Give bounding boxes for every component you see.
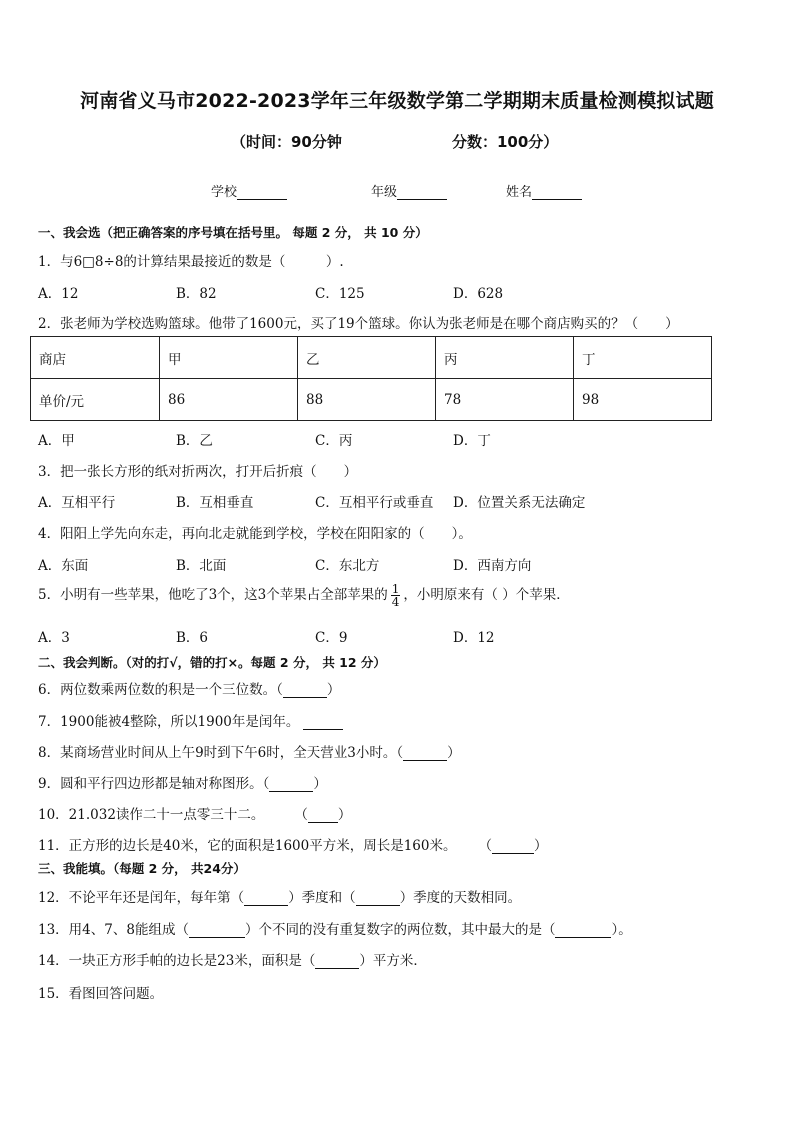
q13-text-b: ）个不同的没有重复数字的两位数，其中最大的是（ bbox=[244, 922, 556, 938]
question-8 bbox=[38, 741, 461, 761]
question-1: 1．与6□8÷8的计算结果最接近的数是（ ）. bbox=[38, 254, 344, 270]
table-cell: 乙 bbox=[298, 337, 436, 379]
answer-blank[interactable] bbox=[315, 956, 359, 969]
q3-option-c: C．互相平行或垂直 bbox=[315, 495, 434, 511]
table-cell: 88 bbox=[298, 379, 436, 421]
grade-blank[interactable] bbox=[397, 186, 447, 200]
question-11 bbox=[38, 834, 547, 854]
q3-option-a: A．互相平行 bbox=[38, 495, 116, 511]
q9-text: 9．圆和平行四边形都是轴对称图形。（ bbox=[38, 776, 270, 792]
q2-option-b: B．乙 bbox=[176, 433, 213, 449]
q13-text-a: 13．用4、7、8能组成（ bbox=[38, 922, 189, 938]
q1-option-d: D．628 bbox=[453, 286, 504, 302]
q1-option-a: A．12 bbox=[38, 286, 79, 302]
answer-blank[interactable] bbox=[555, 925, 611, 938]
q4-option-b: B．北面 bbox=[176, 558, 227, 574]
table-cell: 丙 bbox=[436, 337, 574, 379]
question-6 bbox=[38, 678, 340, 698]
q10-close: ） bbox=[337, 807, 352, 823]
section1-heading: 一、我会选（把正确答案的序号填在括号里。 每题 2 分， 共 10 分） bbox=[38, 225, 428, 240]
q13-text-c: ）。 bbox=[611, 922, 632, 938]
answer-blank[interactable] bbox=[308, 810, 338, 823]
answer-blank[interactable] bbox=[189, 925, 245, 938]
q14-text-a: 14．一块正方形手帕的边长是23米，面积是（ bbox=[38, 953, 316, 969]
q2-option-a: A．甲 bbox=[38, 433, 75, 449]
question-2: 2．张老师为学校选购篮球。他带了1600元，买了19个篮球。你认为张老师是在哪个商店购买的？（ ） bbox=[38, 316, 679, 332]
question-10 bbox=[38, 803, 351, 823]
q4-option-a: A．东面 bbox=[38, 558, 89, 574]
q3-option-d: D．位置关系无法确定 bbox=[453, 495, 586, 511]
q5-text-after: ，小明原来有（ ）个苹果． bbox=[403, 587, 570, 603]
answer-blank[interactable] bbox=[403, 748, 447, 761]
table-row bbox=[31, 337, 712, 379]
q10-open: （ bbox=[294, 807, 308, 823]
name-label: 姓名 bbox=[506, 185, 533, 200]
school-label: 学校 bbox=[211, 185, 238, 200]
q9-close: ） bbox=[313, 776, 327, 792]
fraction bbox=[391, 583, 401, 608]
q11-close: ） bbox=[533, 838, 548, 854]
school-blank[interactable] bbox=[237, 186, 287, 200]
answer-blank[interactable] bbox=[356, 893, 400, 906]
page-title: 河南省义马市2022-2023学年三年级数学第二学期期末质量检测模拟试题 bbox=[80, 90, 714, 112]
table-row bbox=[31, 379, 712, 421]
name-field[interactable] bbox=[506, 181, 582, 200]
school-field[interactable] bbox=[211, 181, 287, 200]
q5-option-c: C．9 bbox=[315, 630, 348, 646]
q12-text-c: ）季度的天数相同。 bbox=[399, 890, 522, 906]
table-cell: 单价/元 bbox=[31, 379, 160, 421]
q12-text-b: ）季度和（ bbox=[288, 890, 356, 906]
q2-option-c: C．丙 bbox=[315, 433, 353, 449]
q1-option-b: B．82 bbox=[176, 286, 217, 302]
q5-option-a: A．3 bbox=[38, 630, 70, 646]
q7-text: 7．1900能被4整除，所以1900年是闰年。 bbox=[38, 714, 300, 730]
section2-heading: 二、我会判断。（对的打√，错的打×。每题 2 分， 共 12 分） bbox=[38, 655, 386, 670]
q11-open: （ bbox=[478, 838, 492, 854]
q5-option-b: B．6 bbox=[176, 630, 209, 646]
name-blank[interactable] bbox=[532, 186, 582, 200]
q8-text: 8．某商场营业时间从上午9时到下午6时，全天营业3小时。（ bbox=[38, 745, 404, 761]
table-cell: 78 bbox=[436, 379, 574, 421]
question-4: 4．阳阳上学先向东走，再向北走就能到学校，学校在阳阳家的（ ）。 bbox=[38, 526, 472, 542]
q6-close: ） bbox=[326, 682, 341, 698]
answer-blank[interactable] bbox=[244, 893, 288, 906]
q4-option-d: D．西南方向 bbox=[453, 558, 532, 574]
question-13 bbox=[38, 918, 632, 938]
question-15: 15．看图回答问题。 bbox=[38, 986, 164, 1002]
answer-blank[interactable] bbox=[269, 779, 313, 792]
q2-option-d: D．丁 bbox=[453, 433, 491, 449]
fraction-numerator: 1 bbox=[391, 582, 400, 596]
q5-text-before: 5．小明有一些苹果，他吃了3个，这3个苹果占全部苹果的 bbox=[38, 587, 388, 603]
exam-score: 分数：100分） bbox=[452, 133, 559, 151]
q4-option-c: C．东北方 bbox=[315, 558, 380, 574]
question-9 bbox=[38, 772, 327, 792]
section3-heading: 三、我能填。（每题 2 分， 共24分） bbox=[38, 861, 246, 876]
table-cell: 甲 bbox=[160, 337, 298, 379]
grade-label: 年级 bbox=[371, 185, 398, 200]
answer-blank[interactable] bbox=[492, 841, 534, 854]
q3-option-b: B．互相垂直 bbox=[176, 495, 254, 511]
table-cell: 丁 bbox=[574, 337, 712, 379]
answer-blank[interactable] bbox=[303, 717, 343, 730]
q1-option-c: C．125 bbox=[315, 286, 365, 302]
table-cell: 商店 bbox=[31, 337, 160, 379]
q14-text-b: ）平方米． bbox=[359, 953, 427, 969]
grade-field[interactable] bbox=[371, 181, 447, 200]
q8-close: ） bbox=[447, 745, 461, 761]
question-12 bbox=[38, 886, 521, 906]
question-7 bbox=[38, 710, 343, 730]
question-14 bbox=[38, 949, 427, 969]
answer-blank[interactable] bbox=[283, 685, 327, 698]
fraction-denominator: 4 bbox=[391, 595, 400, 609]
question-5 bbox=[38, 583, 570, 608]
table-cell: 98 bbox=[574, 379, 712, 421]
question-3: 3．把一张长方形的纸对折两次，打开后折痕（ ） bbox=[38, 464, 358, 480]
exam-time: （时间：90分钟 bbox=[231, 133, 342, 151]
q5-option-d: D．12 bbox=[453, 630, 495, 646]
q6-text: 6．两位数乘两位数的积是一个三位数。（ bbox=[38, 682, 283, 698]
q10-text: 10．21.032读作二十一点零三十二。 bbox=[38, 807, 265, 823]
price-table bbox=[30, 336, 712, 421]
table-cell: 86 bbox=[160, 379, 298, 421]
q11-text: 11．正方形的边长是40米，它的面积是1600平方米，周长是160米。 bbox=[38, 838, 457, 854]
q12-text-a: 12．不论平年还是闰年，每年第（ bbox=[38, 890, 245, 906]
